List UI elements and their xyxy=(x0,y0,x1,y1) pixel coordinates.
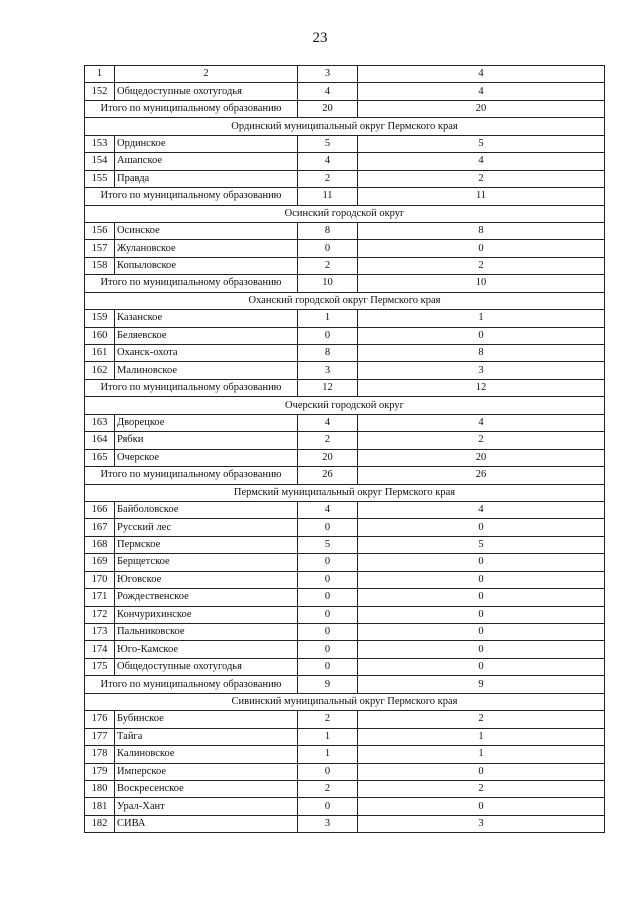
total-row xyxy=(85,676,605,693)
value-col4-cell: 2 xyxy=(358,257,605,274)
value-col3-cell: 0 xyxy=(298,554,358,571)
total-label: Итого по муниципальному образованию xyxy=(85,188,298,205)
table-row xyxy=(85,153,605,170)
table-row xyxy=(85,83,605,100)
total-row xyxy=(85,379,605,396)
value-col3-cell: 0 xyxy=(298,763,358,780)
row-name-cell: Пермское xyxy=(115,536,298,553)
total-col3-cell: 10 xyxy=(298,275,358,292)
row-number-cell: 175 xyxy=(85,658,115,675)
value-col3-cell: 2 xyxy=(298,257,358,274)
value-col4-cell: 5 xyxy=(358,135,605,152)
total-row xyxy=(85,188,605,205)
value-col3-cell: 0 xyxy=(298,641,358,658)
value-col3-cell: 0 xyxy=(298,658,358,675)
table-row xyxy=(85,711,605,728)
row-name-cell: Ординское xyxy=(115,135,298,152)
table-row xyxy=(85,641,605,658)
value-col3-cell: 0 xyxy=(298,519,358,536)
row-number-cell: 169 xyxy=(85,554,115,571)
section-header-row xyxy=(85,205,605,222)
value-col3-cell: 3 xyxy=(298,815,358,832)
section-header-row xyxy=(85,118,605,135)
row-number-cell: 153 xyxy=(85,135,115,152)
row-number-cell: 168 xyxy=(85,536,115,553)
section-header-row xyxy=(85,484,605,501)
section-title: Сивинский муниципальный округ Пермского края xyxy=(85,693,605,710)
column-number-row xyxy=(85,66,605,83)
table-row xyxy=(85,222,605,239)
row-name-cell: Урал-Хант xyxy=(115,798,298,815)
row-name-cell: СИВА xyxy=(115,815,298,832)
total-col3-cell: 11 xyxy=(298,188,358,205)
table-row xyxy=(85,501,605,518)
total-label: Итого по муниципальному образованию xyxy=(85,275,298,292)
column-number-cell: 1 xyxy=(85,66,115,83)
value-col3-cell: 0 xyxy=(298,798,358,815)
row-name-cell: Бубинское xyxy=(115,711,298,728)
value-col3-cell: 0 xyxy=(298,589,358,606)
row-name-cell: Кончурихинское xyxy=(115,606,298,623)
row-number-cell: 170 xyxy=(85,571,115,588)
value-col3-cell: 8 xyxy=(298,222,358,239)
table-row xyxy=(85,135,605,152)
row-name-cell: Общедоступные охотугодья xyxy=(115,658,298,675)
table-row xyxy=(85,763,605,780)
row-number-cell: 166 xyxy=(85,501,115,518)
row-number-cell: 173 xyxy=(85,624,115,641)
row-number-cell: 154 xyxy=(85,153,115,170)
section-header-row xyxy=(85,693,605,710)
value-col4-cell: 0 xyxy=(358,519,605,536)
value-col3-cell: 0 xyxy=(298,624,358,641)
value-col3-cell: 8 xyxy=(298,345,358,362)
row-name-cell: Общедоступные охотугодья xyxy=(115,83,298,100)
table-row xyxy=(85,571,605,588)
table-row xyxy=(85,432,605,449)
row-number-cell: 156 xyxy=(85,222,115,239)
table-row xyxy=(85,798,605,815)
value-col4-cell: 1 xyxy=(358,728,605,745)
value-col3-cell: 4 xyxy=(298,414,358,431)
section-header-row xyxy=(85,397,605,414)
value-col4-cell: 5 xyxy=(358,536,605,553)
row-number-cell: 172 xyxy=(85,606,115,623)
value-col4-cell: 4 xyxy=(358,501,605,518)
table-row xyxy=(85,728,605,745)
total-col3-cell: 20 xyxy=(298,100,358,117)
row-name-cell: Калиновское xyxy=(115,746,298,763)
value-col4-cell: 2 xyxy=(358,711,605,728)
total-col3-cell: 12 xyxy=(298,379,358,396)
row-number-cell: 160 xyxy=(85,327,115,344)
table-row xyxy=(85,658,605,675)
value-col3-cell: 2 xyxy=(298,780,358,797)
table-row xyxy=(85,606,605,623)
row-number-cell: 161 xyxy=(85,345,115,362)
hunting-grounds-table xyxy=(84,65,605,833)
value-col4-cell: 2 xyxy=(358,432,605,449)
table-row xyxy=(85,815,605,832)
value-col4-cell: 4 xyxy=(358,83,605,100)
value-col4-cell: 0 xyxy=(358,763,605,780)
table-body xyxy=(85,66,605,833)
row-name-cell: Оханск-охота xyxy=(115,345,298,362)
value-col4-cell: 0 xyxy=(358,658,605,675)
row-number-cell: 174 xyxy=(85,641,115,658)
value-col3-cell: 2 xyxy=(298,170,358,187)
section-title: Ординский муниципальный округ Пермского края xyxy=(85,118,605,135)
value-col4-cell: 8 xyxy=(358,345,605,362)
row-number-cell: 159 xyxy=(85,310,115,327)
value-col4-cell: 4 xyxy=(358,414,605,431)
total-row xyxy=(85,275,605,292)
total-col4-cell: 9 xyxy=(358,676,605,693)
row-name-cell: Казанское xyxy=(115,310,298,327)
row-name-cell: Тайга xyxy=(115,728,298,745)
value-col4-cell: 0 xyxy=(358,606,605,623)
column-number-cell: 4 xyxy=(358,66,605,83)
row-number-cell: 171 xyxy=(85,589,115,606)
value-col3-cell: 0 xyxy=(298,571,358,588)
row-name-cell: Берщетское xyxy=(115,554,298,571)
table-row xyxy=(85,536,605,553)
value-col3-cell: 5 xyxy=(298,536,358,553)
value-col4-cell: 2 xyxy=(358,780,605,797)
row-name-cell: Русский лес xyxy=(115,519,298,536)
table-row xyxy=(85,589,605,606)
table-row xyxy=(85,519,605,536)
table-row xyxy=(85,240,605,257)
total-col4-cell: 10 xyxy=(358,275,605,292)
value-col3-cell: 4 xyxy=(298,153,358,170)
value-col4-cell: 1 xyxy=(358,310,605,327)
value-col4-cell: 0 xyxy=(358,624,605,641)
value-col3-cell: 5 xyxy=(298,135,358,152)
total-label: Итого по муниципальному образованию xyxy=(85,100,298,117)
value-col4-cell: 8 xyxy=(358,222,605,239)
column-number-cell: 3 xyxy=(298,66,358,83)
row-number-cell: 152 xyxy=(85,83,115,100)
row-name-cell: Имперское xyxy=(115,763,298,780)
table-row xyxy=(85,746,605,763)
total-col3-cell: 26 xyxy=(298,467,358,484)
table-row xyxy=(85,780,605,797)
value-col4-cell: 0 xyxy=(358,327,605,344)
value-col3-cell: 3 xyxy=(298,362,358,379)
row-name-cell: Очерское xyxy=(115,449,298,466)
value-col4-cell: 0 xyxy=(358,240,605,257)
table-row xyxy=(85,362,605,379)
value-col4-cell: 0 xyxy=(358,641,605,658)
value-col4-cell: 2 xyxy=(358,170,605,187)
row-name-cell: Воскресенское xyxy=(115,780,298,797)
row-name-cell: Беляевское xyxy=(115,327,298,344)
section-title: Очерский городской округ xyxy=(85,397,605,414)
row-name-cell: Рождественское xyxy=(115,589,298,606)
table-row xyxy=(85,345,605,362)
total-col4-cell: 26 xyxy=(358,467,605,484)
table-row xyxy=(85,257,605,274)
table-row xyxy=(85,310,605,327)
table-row xyxy=(85,327,605,344)
value-col3-cell: 20 xyxy=(298,449,358,466)
section-title: Осинский городской округ xyxy=(85,205,605,222)
row-number-cell: 164 xyxy=(85,432,115,449)
value-col4-cell: 20 xyxy=(358,449,605,466)
row-name-cell: Копыловское xyxy=(115,257,298,274)
value-col3-cell: 1 xyxy=(298,728,358,745)
row-number-cell: 182 xyxy=(85,815,115,832)
value-col3-cell: 4 xyxy=(298,83,358,100)
value-col4-cell: 0 xyxy=(358,589,605,606)
value-col3-cell: 1 xyxy=(298,746,358,763)
total-row xyxy=(85,100,605,117)
row-number-cell: 158 xyxy=(85,257,115,274)
row-number-cell: 157 xyxy=(85,240,115,257)
total-label: Итого по муниципальному образованию xyxy=(85,467,298,484)
value-col4-cell: 0 xyxy=(358,798,605,815)
total-row xyxy=(85,467,605,484)
value-col3-cell: 0 xyxy=(298,240,358,257)
section-title: Пермский муниципальный округ Пермского края xyxy=(85,484,605,501)
table-row xyxy=(85,414,605,431)
value-col4-cell: 1 xyxy=(358,746,605,763)
row-name-cell: Осинское xyxy=(115,222,298,239)
value-col3-cell: 0 xyxy=(298,606,358,623)
row-name-cell: Дворецкое xyxy=(115,414,298,431)
row-name-cell: Жулановское xyxy=(115,240,298,257)
row-name-cell: Пальниковское xyxy=(115,624,298,641)
table-row xyxy=(85,170,605,187)
row-name-cell: Малиновское xyxy=(115,362,298,379)
row-name-cell: Юго-Камское xyxy=(115,641,298,658)
table-row xyxy=(85,554,605,571)
row-number-cell: 162 xyxy=(85,362,115,379)
row-name-cell: Правда xyxy=(115,170,298,187)
row-name-cell: Юговское xyxy=(115,571,298,588)
total-label: Итого по муниципальному образованию xyxy=(85,676,298,693)
column-number-cell: 2 xyxy=(115,66,298,83)
total-col4-cell: 20 xyxy=(358,100,605,117)
row-number-cell: 176 xyxy=(85,711,115,728)
value-col3-cell: 2 xyxy=(298,432,358,449)
value-col4-cell: 4 xyxy=(358,153,605,170)
row-number-cell: 180 xyxy=(85,780,115,797)
value-col4-cell: 3 xyxy=(358,815,605,832)
table-row xyxy=(85,624,605,641)
value-col3-cell: 0 xyxy=(298,327,358,344)
total-label: Итого по муниципальному образованию xyxy=(85,379,298,396)
total-col4-cell: 12 xyxy=(358,379,605,396)
section-title: Оханский городской округ Пермского края xyxy=(85,292,605,309)
row-number-cell: 177 xyxy=(85,728,115,745)
value-col4-cell: 0 xyxy=(358,554,605,571)
row-name-cell: Рябки xyxy=(115,432,298,449)
table-row xyxy=(85,449,605,466)
row-name-cell: Ашапское xyxy=(115,153,298,170)
value-col4-cell: 3 xyxy=(358,362,605,379)
row-number-cell: 167 xyxy=(85,519,115,536)
value-col3-cell: 2 xyxy=(298,711,358,728)
value-col3-cell: 1 xyxy=(298,310,358,327)
page-number: 23 xyxy=(312,30,328,46)
total-col4-cell: 11 xyxy=(358,188,605,205)
row-number-cell: 155 xyxy=(85,170,115,187)
section-header-row xyxy=(85,292,605,309)
row-number-cell: 181 xyxy=(85,798,115,815)
row-number-cell: 179 xyxy=(85,763,115,780)
total-col3-cell: 9 xyxy=(298,676,358,693)
row-name-cell: Байболовское xyxy=(115,501,298,518)
value-col4-cell: 0 xyxy=(358,571,605,588)
row-number-cell: 165 xyxy=(85,449,115,466)
row-number-cell: 163 xyxy=(85,414,115,431)
row-number-cell: 178 xyxy=(85,746,115,763)
value-col3-cell: 4 xyxy=(298,501,358,518)
